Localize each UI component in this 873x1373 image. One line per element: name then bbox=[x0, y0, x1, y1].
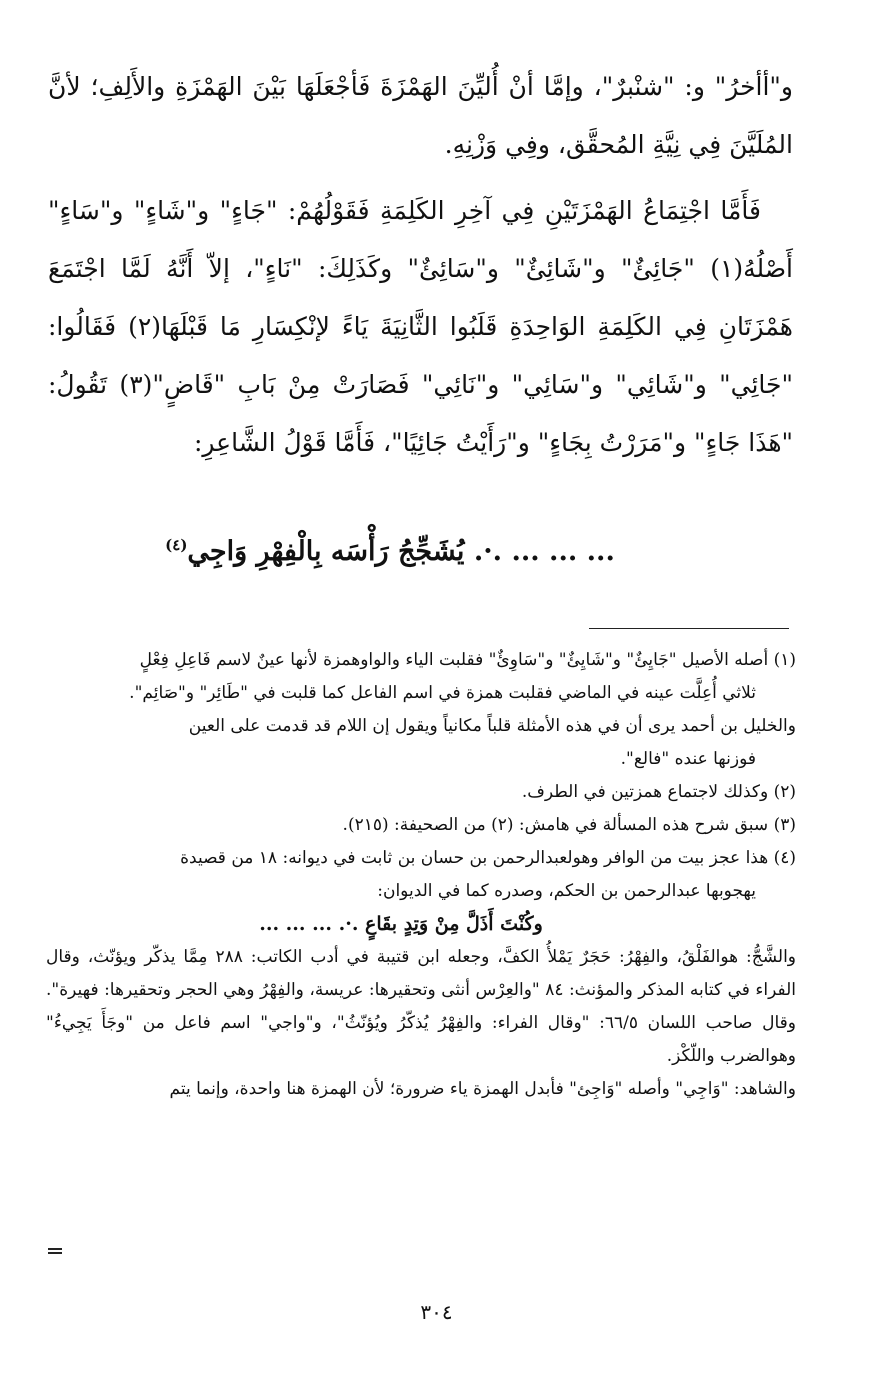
footnote-4-line-1: (٤) هذا عجز بيت من الوافر وهولعبدالرحمن بن حسان بن ثابت في ديوانه: ١٨ من قصيدة bbox=[180, 848, 796, 868]
footnote-4-explanation: والشَّجُّ: هوالفَلْقُ، والفِهْرُ: حَجَرٌ يَمْلأُ الكفَّ، وجعله ابن قتيبة في أدب الكاتب: ٢٨٨ مِمَّا يذكّر ويؤنّث، وقال الفراء في كتابه المذكر والمؤنث: ٨٤ "والعِرْس أنثى وتحقيرها: عريسة، والفِهْرُ وهي الحجر وتحقيرها: فهيرة". وقال صاحب اللسان ٦٦/٥: "وقال الفراء: والفِهْرُ يُذكّرُ ويُؤنّثُ"، و"واجي" اسم فاعل من "وجَأَ يَجِيءُ" وهوالضرب واللّكْز. bbox=[46, 947, 796, 1066]
footnote-1-line-1: (١) أصله الأصيل "جَايِئٌ" و"شَايِئٌ" و"سَاوِئٌ" فقلبت الياء والواوهمزة لأنها عينٌ لاسم فَاعِلِ فِعْلٍ bbox=[139, 650, 796, 670]
footnote-2: (٢) وكذلك لاجتماع همزتين في الطرف. bbox=[521, 782, 796, 802]
poetry-verse bbox=[80, 520, 700, 577]
main-text bbox=[48, 58, 793, 472]
footnote-1-line-3: والخليل بن أحمد يرى أن في هذه الأمثلة قلباً مكانياً ويقول إن اللام قد قدمت على العين bbox=[188, 716, 796, 736]
footnotes bbox=[46, 644, 796, 1106]
footnote-1-line-2: ثلاثي أُعِلَّت عينه في الماضي فقلبت همزة في اسم الفاعل كما قلبت في "طَائِر" و"صَائِم". bbox=[129, 683, 756, 703]
verse-footnote-ref: (٤) bbox=[165, 536, 188, 554]
footnote-1-line-4: فوزنها عنده "فالع". bbox=[620, 749, 756, 769]
verse-dots: ... ... ... .·. bbox=[473, 536, 615, 567]
footnote-separator bbox=[589, 628, 789, 629]
paragraph-1: و"أأخرُ" و: "شنْبرٌ"، وإمَّا أنْ أُليِّنَ الهَمْزَةَ فَأجْعَلَهَا بَيْنَ الهَمْزَةِ والأَلِفِ؛ لأنَّ المُلَيَّنَ فِي نِيَّةِ المُحقَّق، وفِي وَزْنِهِ. bbox=[48, 72, 793, 159]
page-number: ٣٠٤ bbox=[420, 1300, 453, 1324]
continuation-mark bbox=[48, 1248, 62, 1254]
paragraph-2: فَأَمَّا اجْتِمَاعُ الهَمْزَتَيْنِ فِي آخِرِ الكَلِمَةِ فَقَوْلُهُمْ: "جَاءٍ" و"شَاءٍ" و"سَاءٍ" أَصْلُهُ(١) "جَائِئٌ" و"شَائِئٌ" و"سَائِئٌ" وكَذَلِكَ: "نَاءٍ"، إلاّ أَنَّهُ لَمَّا اجْتَمَعَ هَمْزَتَانِ فِي الكَلِمَةِ الوَاحِدَةِ قَلَبُوا الثَّانِيَةَ يَاءً لإنْكِسَارِ مَا قَبْلَهَا(٢) فَقَالُوا: "جَائِي" و"شَائِي" و"سَائِي" و"نَائِي" فَصَارَتْ مِنْ بَابِ "قَاضٍ"(٣) تَقُولُ: "هَذَا جَاءٍ" و"مَرَرْتُ بِجَاءٍ" و"رَأَيْتُ جَائِيًا"، فَأَمَّا قَوْلُ الشَّاعِرِ: bbox=[48, 196, 793, 457]
footnote-4-verse: وكُنْتَ أَذَلَّ مِنْ وَتِدٍ بقَاعٍ .·. ... ... ... bbox=[259, 913, 543, 935]
footnote-4-shahid: والشاهد: "وَاجِي" وأصله "وَاجِئ" فأبدل الهمزة ياء ضرورة؛ لأن الهمزة هنا واحدة، وإنما يتم bbox=[169, 1079, 796, 1099]
verse-text: يُشَجِّجُ رَأْسَه بِالْفِهْرِ وَاجِي bbox=[187, 536, 465, 567]
footnote-3: (٣) سبق شرح هذه المسألة في هامش: (٢) من الصحيفة: (٢١٥). bbox=[342, 815, 796, 835]
footnote-4-line-2: يهجوبها عبدالرحمن بن الحكم، وصدره كما في الديوان: bbox=[377, 881, 756, 901]
